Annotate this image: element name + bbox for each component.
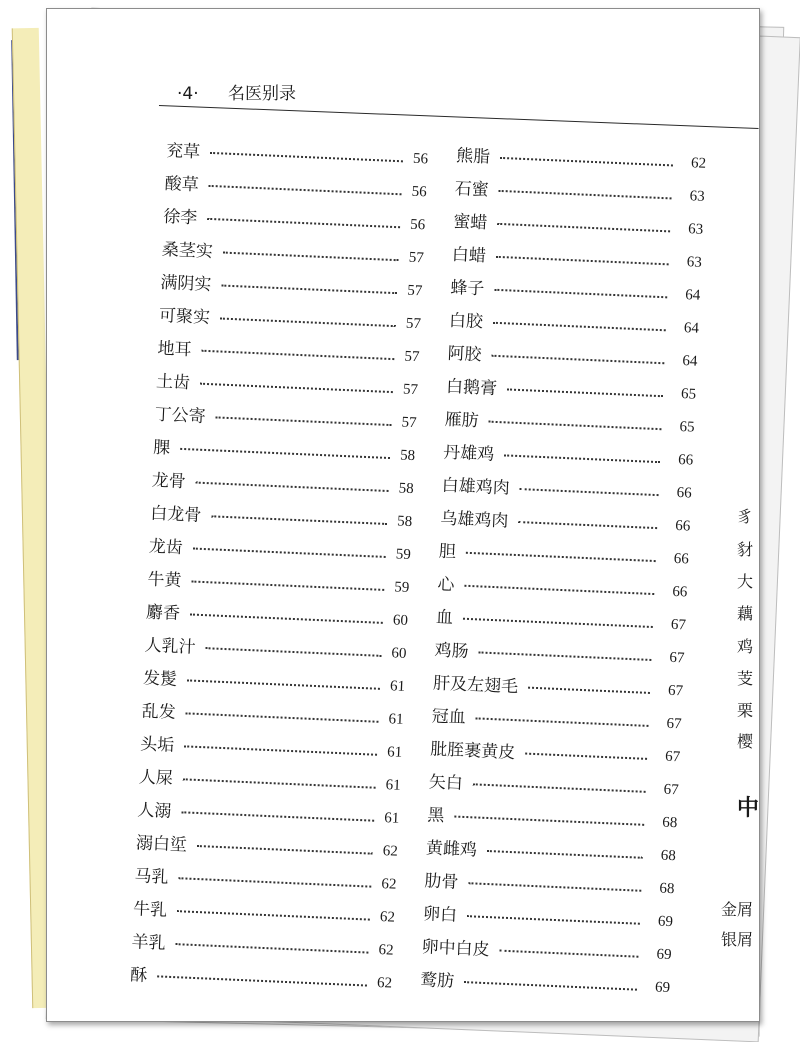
entry-page-number: 61 — [386, 744, 403, 761]
entry-page-number: 58 — [399, 447, 416, 465]
entry-page-number: 64 — [682, 353, 698, 370]
dot-leader — [209, 184, 402, 194]
entry-name: 石蜜 — [454, 178, 490, 201]
dot-leader — [184, 745, 377, 755]
entry-name: 血 — [435, 607, 454, 629]
fragment-text: 鸡 — [737, 637, 754, 656]
header-rule — [159, 105, 759, 129]
entry-page-number: 57 — [404, 348, 420, 366]
dot-leader — [466, 551, 656, 561]
dot-leader — [197, 844, 373, 854]
entry-page-number: 63 — [686, 254, 703, 271]
entry-name: 人乳汁 — [144, 635, 196, 658]
dot-leader — [221, 284, 397, 294]
entry-page-number: 66 — [677, 451, 694, 469]
dot-leader — [190, 613, 383, 623]
entry-name: 牛黄 — [147, 569, 182, 592]
entry-page-number: 59 — [394, 579, 410, 596]
dot-leader — [193, 547, 386, 557]
entry-name: 乌雄鸡肉 — [439, 508, 509, 532]
dot-leader — [499, 189, 672, 199]
entry-name: 龙骨 — [151, 470, 187, 493]
entry-name: 酸草 — [164, 173, 200, 196]
entry-page-number: 61 — [385, 777, 402, 794]
fragment-text: 樱 — [737, 732, 754, 751]
entry-name: 蜂子 — [449, 277, 485, 300]
dot-leader — [489, 420, 662, 430]
dot-leader — [497, 222, 670, 232]
dot-leader — [528, 686, 650, 693]
entry-name: 麝香 — [145, 602, 181, 625]
dot-leader — [176, 943, 369, 953]
entry-page-number: 57 — [408, 249, 425, 267]
entry-page-number: 58 — [398, 480, 415, 498]
entry-page-number: 66 — [673, 550, 690, 568]
entry-page-number: 58 — [396, 513, 413, 531]
entry-page-number: 67 — [663, 781, 680, 799]
entry-name: 徐李 — [162, 206, 198, 229]
dot-leader — [468, 882, 641, 892]
dot-leader — [211, 515, 387, 525]
entry-page-number: 66 — [674, 517, 691, 535]
entry-page-number: 61 — [388, 711, 404, 728]
entry-name: 蜜蜡 — [452, 211, 488, 234]
entry-page-number: 56 — [411, 183, 427, 201]
dot-leader — [201, 349, 394, 359]
underlying-page-fragments — [721, 449, 760, 969]
entry-page-number: 67 — [670, 616, 687, 634]
entry-name: 牛乳 — [132, 899, 168, 921]
dot-leader — [191, 580, 384, 590]
entry-page-number: 65 — [679, 418, 695, 436]
dot-leader — [518, 521, 657, 529]
dot-leader — [178, 877, 371, 887]
dot-leader — [493, 321, 666, 331]
dot-leader — [210, 151, 403, 161]
fragment-text: 银屑 — [721, 930, 754, 949]
dot-leader — [520, 488, 659, 496]
entry-name: 龙齿 — [148, 536, 184, 559]
toc-column-right — [420, 137, 707, 1005]
entry-page-number: 68 — [661, 814, 678, 832]
dot-leader — [494, 288, 667, 298]
entry-name: 丹雄鸡 — [442, 442, 495, 465]
dot-leader — [177, 910, 370, 920]
dot-leader — [205, 647, 381, 657]
entry-page-number: 59 — [395, 546, 412, 564]
dot-leader — [183, 778, 376, 788]
fragment-text: 藕 — [737, 604, 754, 623]
entry-page-number: 67 — [666, 715, 682, 733]
entry-name: 发髲 — [142, 668, 178, 690]
entry-name: 肶胵裹黄皮 — [429, 739, 516, 764]
entry-name: 人溺 — [136, 800, 172, 822]
dot-leader — [186, 712, 379, 722]
entry-name: 卵中白皮 — [421, 937, 490, 961]
entry-name: 满阴实 — [159, 272, 212, 296]
dot-leader — [487, 849, 643, 858]
dot-leader — [216, 416, 392, 426]
entry-page-number: 57 — [402, 381, 419, 399]
entry-name: 矢白 — [428, 772, 464, 794]
entry-name: 黑 — [426, 805, 445, 827]
dot-leader — [525, 752, 647, 759]
entry-name: 肋骨 — [424, 871, 459, 893]
fragment-text: 芰 — [737, 669, 754, 688]
fragment-text: 栗 — [737, 701, 754, 720]
entry-name: 兖草 — [165, 140, 201, 163]
entry-page-number: 68 — [659, 880, 675, 898]
running-header — [177, 79, 296, 104]
dot-leader — [479, 651, 652, 661]
entry-page-number: 64 — [683, 320, 700, 337]
entry-name: 丁公寄 — [154, 404, 207, 427]
entry-page-number: 69 — [657, 913, 674, 931]
entry-page-number: 65 — [680, 386, 697, 403]
entry-name: 溺白垽 — [135, 833, 188, 856]
entry-page-number: 62 — [379, 909, 396, 926]
entry-page-number: 66 — [672, 583, 688, 601]
dot-leader — [504, 454, 660, 463]
entry-name: 羊乳 — [131, 932, 167, 954]
entry-name: 土齿 — [155, 371, 191, 394]
entry-name: 酥 — [129, 965, 148, 986]
dot-leader — [491, 354, 664, 364]
entry-name: 地耳 — [157, 338, 192, 361]
entry-page-number: 64 — [684, 287, 701, 304]
dot-leader — [207, 217, 400, 227]
fragment-text: 豺 — [737, 540, 754, 559]
entry-name: 黄雌鸡 — [425, 838, 478, 861]
entry-name: 人屎 — [138, 767, 174, 789]
entry-page-number: 67 — [667, 682, 684, 700]
dot-leader — [196, 481, 389, 491]
dot-leader — [187, 679, 380, 689]
fragment-text: 金屑 — [721, 900, 754, 919]
entry-page-number: 57 — [401, 414, 417, 432]
entry-page-number: 68 — [660, 847, 677, 865]
entry-name: 鸡肠 — [434, 640, 469, 662]
entry-name: 白鹅膏 — [445, 376, 498, 399]
entry-name: 白蜡 — [451, 244, 487, 267]
entry-page-number: 57 — [406, 282, 423, 300]
entry-page-number: 66 — [676, 484, 693, 502]
entry-page-number: 62 — [378, 942, 394, 959]
entry-page-number: 56 — [412, 150, 429, 168]
entry-page-number: 56 — [409, 216, 426, 234]
entry-name: 胆 — [438, 541, 457, 563]
entry-name: 可聚实 — [158, 305, 211, 329]
dot-leader — [476, 717, 649, 727]
entry-name: 头垢 — [139, 734, 175, 756]
book-title: 名医别录 — [228, 84, 297, 104]
dot-leader — [463, 617, 653, 627]
entry-name: 心 — [437, 574, 455, 596]
page-number: ·4· — [177, 84, 199, 104]
entry-page-number: 69 — [654, 979, 671, 997]
entry-name: 桑茎实 — [161, 239, 214, 263]
dot-leader — [500, 949, 639, 957]
dot-leader — [223, 251, 399, 261]
entry-page-number: 60 — [392, 612, 409, 629]
entry-name: 肝及左翅毛 — [432, 673, 519, 698]
dot-leader — [500, 156, 673, 166]
entry-page-number: 62 — [690, 155, 707, 172]
dot-leader — [464, 981, 637, 991]
dot-leader — [464, 584, 654, 594]
entry-name: 冠血 — [431, 706, 467, 728]
entry-page-number: 61 — [389, 678, 406, 695]
entry-name: 卵白 — [422, 904, 458, 926]
dot-leader — [200, 382, 393, 392]
dot-leader — [496, 255, 669, 265]
entry-name: 马乳 — [134, 866, 169, 888]
dot-leader — [180, 447, 390, 458]
dot-leader — [473, 783, 646, 793]
dot-leader — [157, 975, 367, 986]
entry-name: 白胶 — [448, 310, 484, 333]
book-page — [46, 8, 760, 1022]
dot-leader — [454, 815, 644, 825]
dot-leader — [181, 811, 374, 821]
entry-name: 阿胶 — [447, 343, 482, 366]
entry-page-number: 62 — [376, 974, 393, 992]
dot-leader — [220, 317, 396, 327]
entry-name: 乱发 — [141, 701, 177, 723]
entry-page-number: 60 — [391, 645, 407, 662]
entry-name: 白龙骨 — [149, 503, 202, 526]
fragment-text: 大 — [737, 572, 754, 591]
entry-page-number: 62 — [381, 876, 397, 893]
entry-name: 鹜肪 — [419, 970, 455, 992]
entry-page-number: 67 — [669, 649, 685, 667]
entry-page-number: 61 — [383, 810, 400, 827]
dot-leader — [507, 388, 663, 397]
dot-leader — [467, 915, 640, 925]
entry-page-number: 63 — [689, 188, 705, 205]
entry-name: 熊脂 — [455, 145, 491, 168]
fragment-text: 豸 — [737, 507, 754, 526]
entry-page-number: 69 — [656, 946, 672, 964]
entry-name: 白雄鸡肉 — [441, 475, 511, 499]
entry-page-number: 62 — [382, 843, 399, 860]
entry-page-number: 57 — [405, 315, 422, 333]
entry-name: 腂 — [152, 437, 171, 459]
fragment-heading: 中 — [737, 796, 760, 821]
entry-page-number: 63 — [687, 221, 704, 238]
toc-column-left — [130, 132, 429, 1001]
entry-name: 雁肪 — [444, 409, 480, 432]
entry-page-number: 67 — [664, 748, 681, 766]
